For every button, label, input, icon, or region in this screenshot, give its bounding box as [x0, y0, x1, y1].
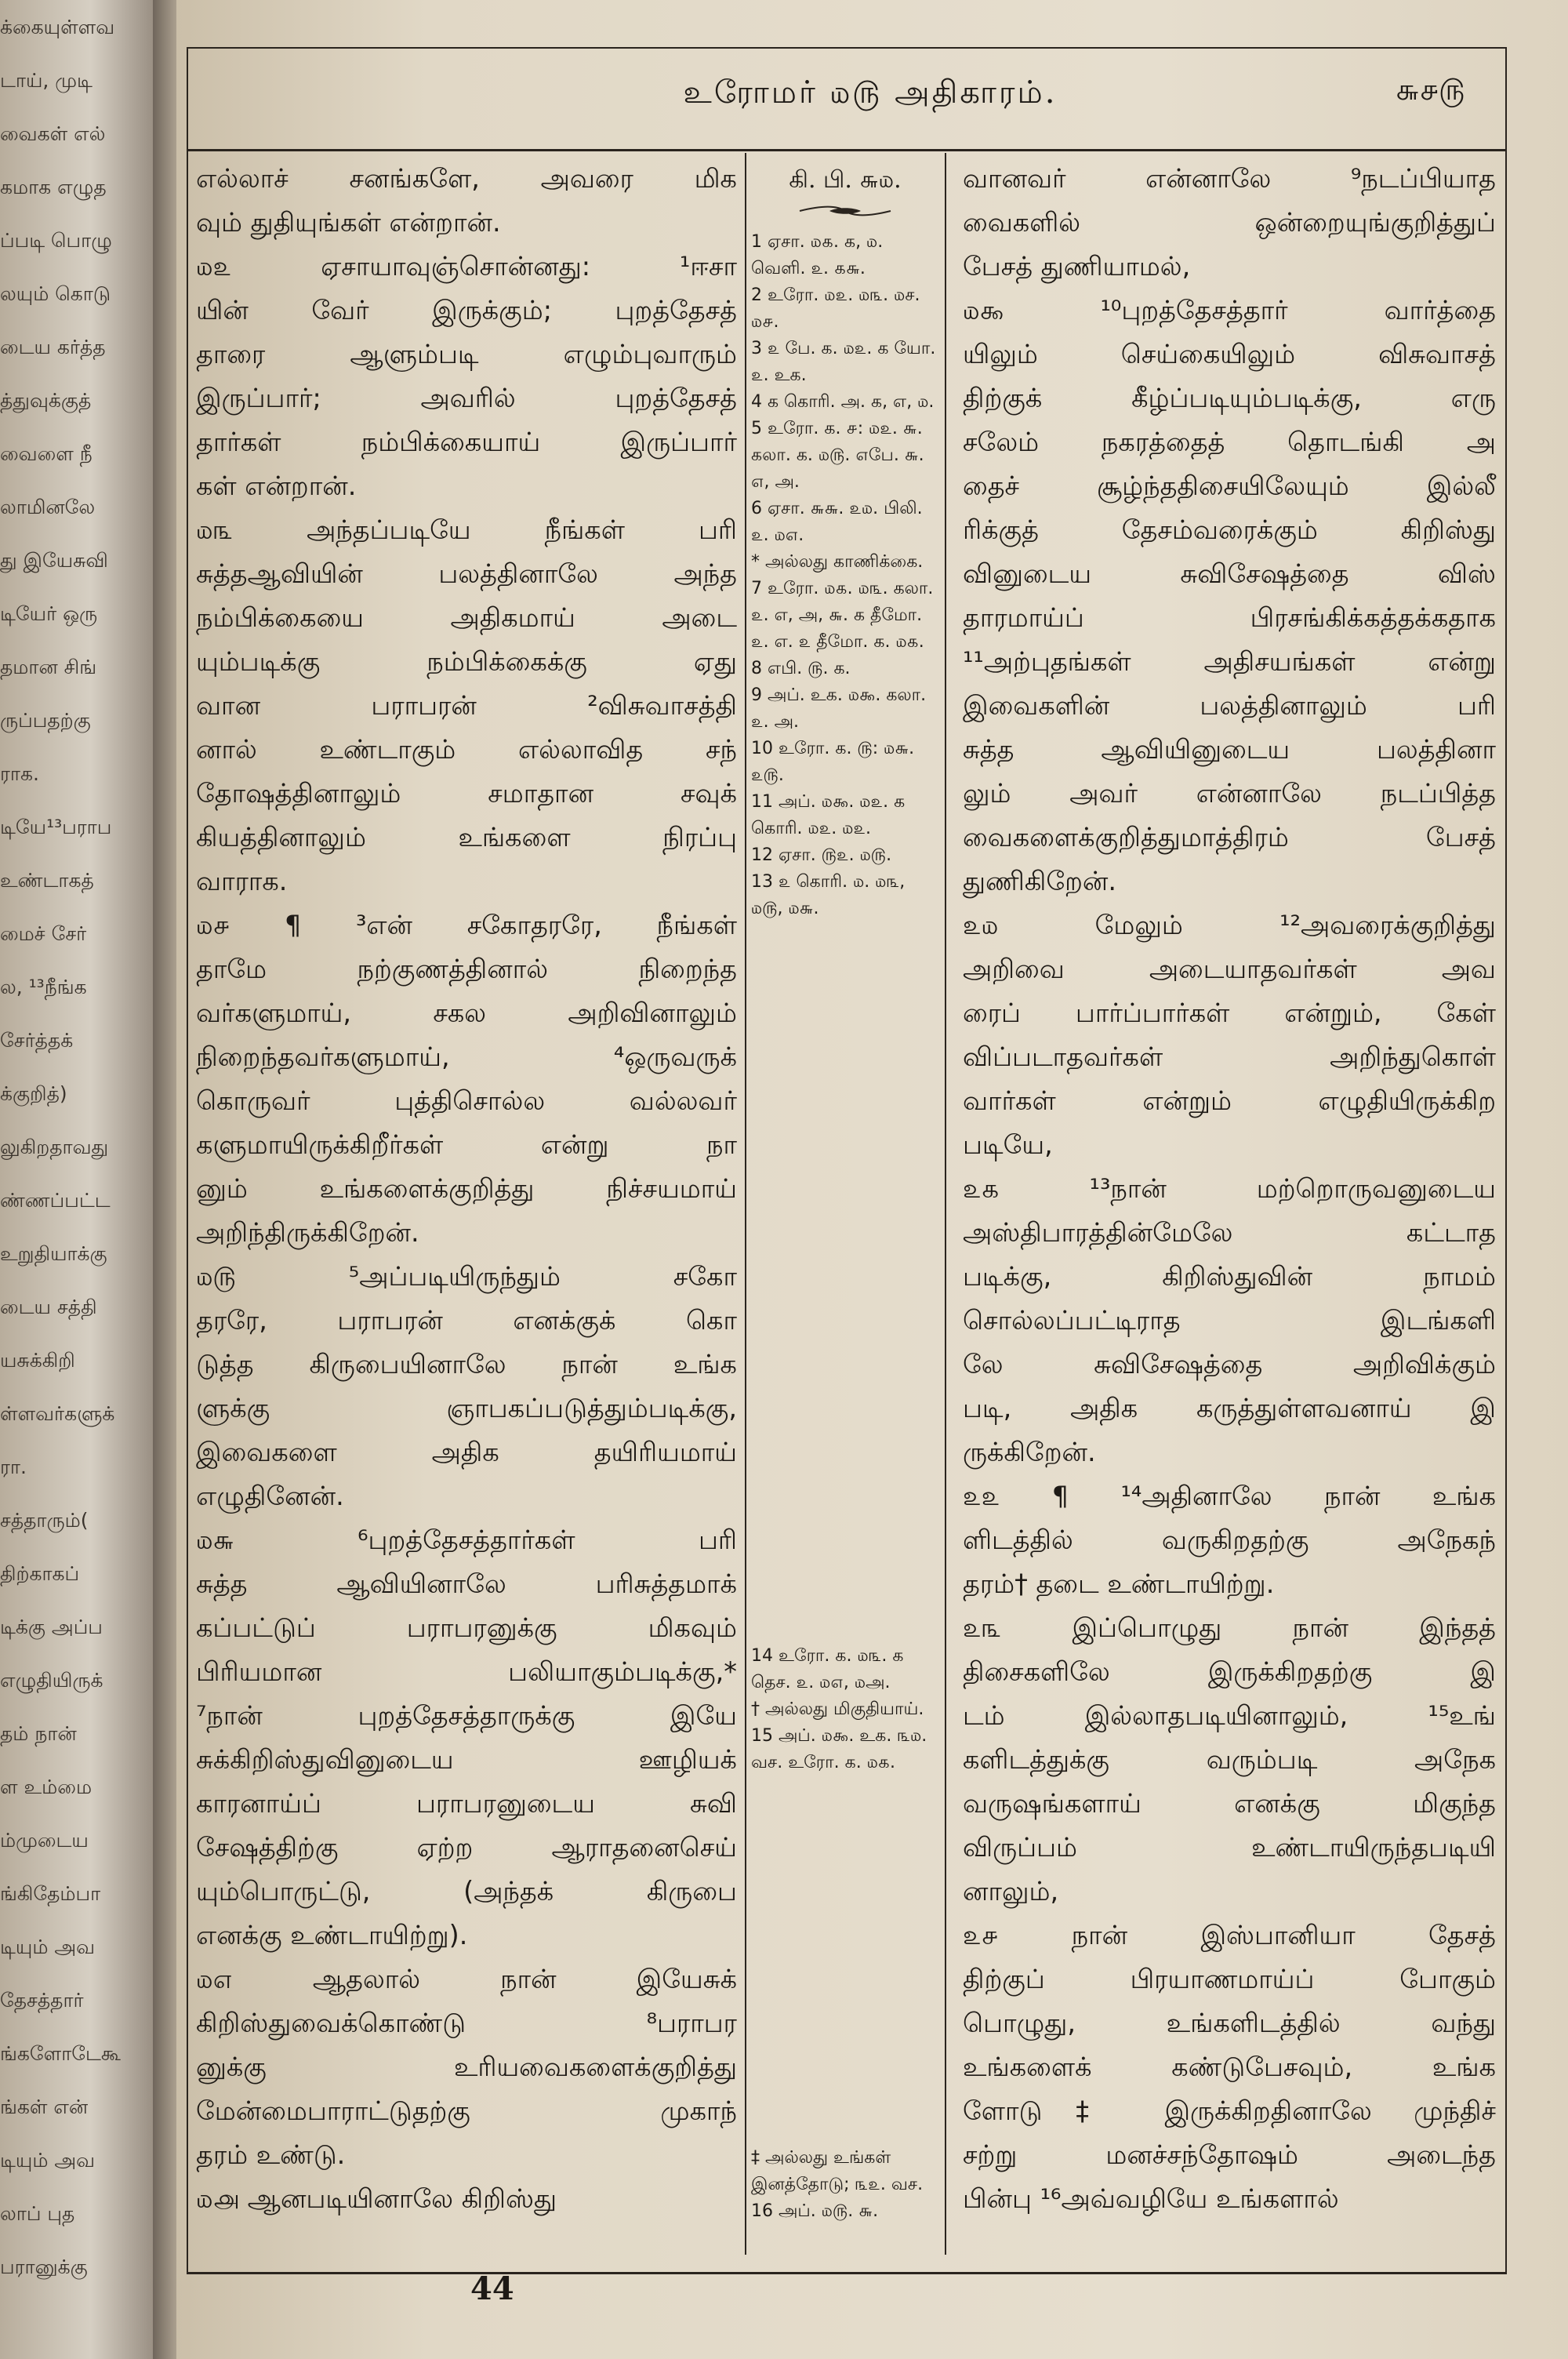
text-line: ௰௩ அந்தப்படியே நீங்கள் பரி: [196, 514, 737, 545]
text-line: தார்கள் நம்பிக்கையாய் இருப்பார்: [196, 427, 737, 457]
facing-page-fragment: டியும் அவ: [0, 2149, 96, 2172]
cross-reference: 16 அப். ௰௫. ௬.: [751, 2201, 879, 2221]
text-line: ரைப் பார்ப்பார்கள் என்றும், கேள்: [963, 998, 1496, 1028]
text-line: படி, அதிக கருத்துள்ளவனாய் இ: [963, 1393, 1496, 1423]
text-line: டம் இல்லாதபடியினாலும், ¹⁵உங்: [963, 1700, 1496, 1731]
text-line: இருப்பார்; அவரில் புறத்தேசத்: [196, 383, 737, 413]
cross-reference: † அல்லது மிகுதியாய்.: [751, 1699, 924, 1719]
text-line: திசைகளிலே இருக்கிறதற்கு இ: [963, 1656, 1496, 1687]
cross-reference: 5 உரோ. க. ௪: ௰௨. ௬. கலா. க. ௰௫. ௭பே. ௬. ௭, அ.: [751, 419, 924, 492]
right-text-column: [963, 157, 1496, 2221]
text-line: ௨௰ மேலும் ¹²அவரைக்குறித்து: [963, 910, 1496, 940]
reference-heading: கி. பி. ௬௰.: [789, 166, 902, 194]
facing-page-fragment: சத்தாரும்(: [0, 1509, 89, 1532]
text-line: வான பராபரன் ²விசுவாசத்தி: [196, 690, 737, 721]
verse-paragraph: [196, 1255, 737, 1518]
text-line: கப்பட்டுப் பராபரனுக்கு மிகவும்: [196, 1612, 737, 1643]
text-line: வைகளில் ஒன்றையுங்குறித்துப்: [963, 207, 1496, 238]
facing-page-fragment: டைய சத்தி: [0, 1296, 97, 1318]
cross-reference: 12 ஏசா. ௫௨. ௰௫.: [751, 845, 892, 865]
cross-reference: 9 அப். உக. ௰௯. கலா. ௨. அ.: [751, 685, 927, 732]
text-line: வருஷங்களாய் எனக்கு மிகுந்த: [963, 1788, 1496, 1819]
text-line: சற்று மனச்சந்தோஷம் அடைந்த: [963, 2139, 1496, 2170]
text-line: திற்குப் பிரயாணமாய்ப் போகும்: [963, 1964, 1496, 1994]
facing-page-fragment: ண்ணப்பட்ட: [0, 1189, 111, 1212]
text-line: எல்லாச் சனங்களே, அவரை மிக: [196, 163, 737, 194]
cross-reference: ‡ அல்லது உங்கள் இனத்தோடு; ௩௨. வச.: [751, 2148, 924, 2194]
text-line: உங்களைக் கண்டுபேசவும், உங்க: [963, 2052, 1496, 2082]
left-text-column: [196, 157, 737, 2221]
facing-page-fragment: ல, ¹³நீங்க: [0, 976, 87, 998]
facing-page-fragment: மைச் சேர்: [0, 922, 87, 945]
verse-paragraph: [963, 289, 1496, 903]
running-head: உரோமர் ௰௫ அதிகாரம்.: [683, 75, 1058, 111]
cross-reference: 14 உரோ. க. ௰௩. க தெச. ௨. ௰௭, ௰அ.: [751, 1646, 904, 1692]
text-line: களிடத்துக்கு வரும்படி அநேக: [963, 1744, 1496, 1775]
text-line: சேஷத்திற்கு ஏற்ற ஆராதனைசெய்: [196, 1832, 737, 1863]
facing-page: [0, 0, 165, 2359]
text-line: சொல்லப்பட்டிராத இடங்களி: [963, 1305, 1496, 1336]
cross-reference: 1 ஏசா. ௰௧. க, ௰. வெளி. ௨. ௧௬.: [751, 232, 884, 278]
cross-reference: * அல்லது காணிக்கை.: [751, 552, 924, 572]
cross-reference: 4 க கொரி. அ. க, எ, ௰.: [751, 392, 935, 412]
text-line: கள் என்றான்.: [196, 471, 357, 501]
text-line: வர்களுமாய், சகல அறிவினாலும்: [196, 998, 737, 1028]
text-line: வைகளைக்குறித்துமாத்திரம் பேசத்: [963, 822, 1496, 852]
cross-reference: 11 அப். ௰௯. ௰௨. க கொரி. ௰௨. ௰௨.: [751, 792, 906, 838]
cross-reference: 3 ௨ பே. க. ௰௨. க யோ. ௨. உக.: [751, 339, 936, 385]
facing-page-fragment: டைய கர்த்த: [0, 336, 106, 358]
text-line: னாலும்,: [963, 1876, 1059, 1906]
facing-page-fragment: டாய், முடி: [0, 69, 93, 92]
header-rule: [187, 149, 1507, 151]
ornament-flourish-icon: [798, 204, 892, 218]
facing-page-fragment: லாப் புத: [0, 2202, 75, 2225]
facing-page-fragment: ராக.: [0, 762, 39, 785]
facing-page-fragment: ப்படி பொழு: [0, 229, 112, 252]
reference-column: [751, 157, 939, 2221]
text-line: தரம்† தடை உண்டாயிற்று.: [963, 1568, 1275, 1599]
text-line: ளுக்கு ஞாபகப்படுத்தும்படிக்கு,: [196, 1393, 737, 1423]
facing-page-fragment: தம் நான்: [0, 1722, 77, 1745]
reference-list-middle: [751, 1643, 938, 1776]
facing-page-fragment: யசுக்கிறி: [0, 1349, 75, 1372]
verse-paragraph: [196, 157, 737, 245]
cross-reference: 13 ௨ கொரி. ௰. ௰௩, ௰௫, ௰௬.: [751, 872, 906, 918]
text-line: பின்பு ¹⁶அவ்வழியே உங்களால்: [963, 2183, 1339, 2214]
text-line: படிக்கு, கிறிஸ்துவின் நாமம்: [963, 1261, 1496, 1292]
text-line: இவைகளை அதிக தயிரியமாய்: [196, 1437, 737, 1467]
facing-page-fragment: கமாக எழுத: [0, 176, 107, 198]
cross-reference: 10 உரோ. க. ௫: ௰௬. ௨௫.: [751, 739, 915, 785]
verse-paragraph: [963, 1606, 1496, 1914]
text-line: அறிந்திருக்கிறேன்.: [196, 1217, 419, 1248]
facing-page-fragment: ம்முடைய: [0, 1829, 89, 1852]
reference-list-top: [751, 229, 939, 922]
text-line: கியத்தினாலும் உங்களை நிரப்பு: [196, 822, 737, 852]
facing-page-fragment: ள உம்மை: [0, 1776, 93, 1798]
facing-page-fragment: லாமினலே: [0, 496, 96, 518]
text-line: தரரே, பராபரன் எனக்குக் கொ: [196, 1305, 737, 1336]
facing-page-fragment: டியும் அவ: [0, 1936, 96, 1958]
text-line: னுக்கு உரியவைகளைக்குறித்து: [196, 2052, 737, 2082]
verse-paragraph: [963, 1167, 1496, 1474]
text-line: தரம் உண்டு.: [196, 2139, 346, 2170]
text-line: களுமாயிருக்கிறீர்கள் என்று நா: [196, 1129, 737, 1160]
text-line: நம்பிக்கையை அதிகமாய் அடை: [196, 602, 737, 633]
cross-reference: 8 எபி. ௫. க.: [751, 659, 851, 678]
text-line: ௰௯ ¹⁰புறத்தேசத்தார் வார்த்தை: [963, 295, 1496, 325]
facing-page-fragment: டியே¹³பராப: [0, 816, 112, 838]
text-line: னும் உங்களைக்குறித்து நிச்சயமாய்: [196, 1173, 737, 1204]
verse-paragraph: [196, 1957, 737, 2177]
text-line: வும் துதியுங்கள் என்றான்.: [196, 207, 501, 238]
text-line: அறிவை அடையாதவர்கள் அவ: [963, 954, 1496, 984]
facing-page-fragment: லுகிறதாவது: [0, 1136, 109, 1158]
text-line: ரிக்குத் தேசம்வரைக்கும் கிறிஸ்து: [963, 514, 1496, 545]
text-line: மேன்மைபாராட்டுதற்கு முகாந்: [196, 2095, 737, 2126]
verse-paragraph: [963, 1474, 1496, 1606]
text-line: யும்படிக்கு நம்பிக்கைக்கு ஏது: [196, 646, 737, 677]
text-line: ருக்கிறேன்.: [963, 1437, 1096, 1467]
facing-page-fragment: சேர்த்தக்: [0, 1029, 74, 1052]
facing-page-fragment: பரானுக்கு: [0, 2255, 88, 2278]
text-line: ¹¹அற்புதங்கள் அதிசயங்கள் என்று: [963, 646, 1496, 677]
text-line: லே சுவிசேஷத்தை அறிவிக்கும்: [963, 1349, 1496, 1379]
verse-paragraph: [196, 508, 737, 903]
text-line: விருப்பம் உண்டாயிருந்தபடியி: [963, 1832, 1496, 1863]
text-line: வாராக.: [196, 866, 288, 896]
reference-list-bottom: [751, 2145, 938, 2225]
text-line: பிரியமான பலியாகும்படிக்கு,*: [196, 1656, 737, 1687]
text-line: யிலும் செய்கையிலும் விசுவாசத்: [963, 339, 1496, 369]
text-line: ௨௪ நான் இஸ்பானியா தேசத்: [963, 1920, 1496, 1950]
text-line: எனக்கு உண்டாயிற்று).: [196, 1920, 468, 1950]
text-line: தாமே நற்குணத்தினால் நிறைந்த: [196, 954, 737, 984]
text-line: பேசத் துணியாமல்,: [963, 251, 1191, 282]
text-line: கிறிஸ்துவைக்கொண்டு ⁸பராபர: [196, 2008, 737, 2038]
text-line: தோஷத்தினாலும் சமாதான சவுக்: [196, 778, 737, 809]
text-line: டுத்த கிருபையினாலே நான் உங்க: [196, 1349, 737, 1379]
facing-page-fragment: க்குறித்): [0, 1082, 67, 1105]
text-line: ௰௮ ஆனபடியினாலே கிறிஸ்து: [196, 2183, 557, 2214]
text-line: கொருவர் புத்திசொல்ல வல்லவர்: [196, 1085, 737, 1116]
text-line: ௨௨ ¶ ¹⁴அதினாலே நான் உங்க: [963, 1481, 1496, 1511]
text-line: வினுடைய சுவிசேஷத்தை விஸ்: [963, 558, 1496, 589]
text-line: ௰௬ ⁶புறத்தேசத்தார்கள் பரி: [196, 1525, 737, 1555]
facing-page-fragment: து இயேசுவி: [0, 549, 108, 572]
text-line: விப்படாதவர்கள் அறிந்துகொள்: [963, 1041, 1496, 1072]
cross-reference: 6 ஏசா. ௬௬. ௨௰. பிலி. ௨. ௰௭.: [751, 499, 923, 545]
facing-page-fragment: ங்கிதேம்பா: [0, 1882, 101, 1905]
text-line: துணிகிறேன்.: [963, 866, 1117, 896]
facing-page-fragment: ருப்பதற்கு: [0, 709, 91, 732]
verse-paragraph: [963, 157, 1496, 289]
facing-page-fragment: வைளை நீ: [0, 442, 93, 465]
verse-paragraph: [196, 245, 737, 508]
text-line: ⁷நான் புறத்தேசத்தாருக்கு இயே: [196, 1700, 737, 1731]
text-line: தைச் சூழ்ந்ததிசையிலேயும் இல்லீ: [963, 471, 1496, 501]
text-line: ளிடத்தில் வருகிறதற்கு அநேகந்: [963, 1525, 1496, 1555]
facing-page-fragment: தமான சிங்: [0, 656, 97, 678]
text-line: னால் உண்டாகும் எல்லாவித சந்: [196, 734, 737, 765]
text-line: அஸ்திபாரத்தின்மேலே கட்டாத: [963, 1217, 1496, 1248]
facing-page-fragment: உறுதியாக்கு: [0, 1242, 107, 1265]
facing-page-fragment: த்துவுக்குத்: [0, 389, 92, 412]
facing-page-fragment: லயும் கொடு: [0, 282, 111, 305]
facing-page-fragment: ள்ளவர்களுக்: [0, 1402, 115, 1425]
text-line: சுத்தஆவியின் பலத்தினாலே அந்த: [196, 558, 737, 589]
text-line: ௨௩ இப்பொழுது நான் இந்தத்: [963, 1612, 1496, 1643]
facing-page-fragment: ரா.: [0, 1456, 27, 1478]
text-line: ௰௫ ⁵அப்படியிருந்தும் சகோ: [196, 1261, 737, 1292]
facing-page-fragment: ங்கள் என்: [0, 2095, 89, 2118]
text-line: யின் வேர் இருக்கும்; புறத்தேசத்: [196, 295, 737, 325]
text-line: தாரை ஆளும்படி எழும்புவாரும்: [196, 339, 737, 369]
text-line: ௰௭ ஆதலால் நான் இயேசுக்: [196, 1964, 737, 1994]
facing-page-fragment: டிக்கு அப்ப: [0, 1616, 103, 1638]
text-line: ௨௧ ¹³நான் மற்றொருவனுடைய: [963, 1173, 1496, 1204]
page-number: 44: [470, 2270, 514, 2307]
text-line: சுத்த ஆவியினுடைய பலத்தினா: [963, 734, 1496, 765]
facing-page-fragment: டியேர் ஒரு: [0, 602, 98, 625]
text-line: பொழுது, உங்களிடத்தில் வந்து: [963, 2008, 1496, 2038]
facing-page-fragment: தேசத்தார்: [0, 1989, 84, 2012]
text-line: இவைகளின் பலத்தினாலும் பரி: [963, 690, 1496, 721]
text-line: வார்கள் என்றும் எழுதியிருக்கிற: [963, 1085, 1496, 1116]
text-line: நிறைந்தவர்களுமாய், ⁴ஒருவருக்: [196, 1041, 737, 1072]
verse-paragraph: [963, 903, 1496, 1167]
text-line: ளோடு‡ இருக்கிறதினாலே முந்திச்: [963, 2095, 1496, 2126]
verse-paragraph: [963, 1914, 1496, 2221]
text-line: ௰௪ ¶ ³என் சகோதரரே, நீங்கள்: [196, 910, 737, 940]
facing-page-fragment: க்கையுள்ளவ: [0, 16, 115, 38]
verse-paragraph: [196, 903, 737, 1255]
page-sign: ௬௪௫: [1396, 72, 1465, 107]
verse-paragraph: [196, 1518, 737, 1957]
text-line: எழுதினேன்.: [196, 1481, 344, 1511]
facing-page-fragment: எழுதியிருக்: [0, 1669, 103, 1692]
text-line: சலேம் நகரத்தைத் தொடங்கி அ: [963, 427, 1496, 457]
facing-page-fragment: வைகள் எல்: [0, 122, 106, 145]
text-line: சுக்கிறிஸ்துவினுடைய ஊழியக்: [196, 1744, 737, 1775]
text-line: வானவர் என்னாலே ⁹நடப்பியாத: [963, 163, 1496, 194]
column-rule-left: [745, 153, 746, 2255]
text-line: திற்குக் கீழ்ப்படியும்படிக்கு, எரு: [963, 383, 1496, 413]
text-line: படியே,: [963, 1129, 1053, 1160]
facing-page-fragment: ங்களோடேகூ: [0, 2042, 121, 2065]
verse-paragraph: [196, 2177, 737, 2221]
cross-reference: 2 உரோ. ௰௨. ௰௩. ௰ச. ௰௪.: [751, 285, 920, 332]
text-line: சுத்த ஆவியினாலே பரிசுத்தமாக்: [196, 1568, 737, 1599]
facing-page-fragment: உண்டாகத்: [0, 869, 94, 892]
cross-reference: 15 அப். ௰௯. உக. ௩௰. வச. உரோ. க. ௰௧.: [751, 1726, 927, 1772]
column-rule-right: [945, 153, 946, 2255]
cross-reference: 7 உரோ. ௰௧. ௰௩. கலா. ௨. எ, அ, ௬. க தீமோ. ௨. எ. ௨ தீமோ. க. ௰௧.: [751, 579, 934, 652]
text-line: காரனாய்ப் பராபரனுடைய சுவி: [196, 1788, 737, 1819]
text-line: தாரமாய்ப் பிரசங்கிக்கத்தக்கதாக: [963, 602, 1496, 633]
text-line: ௰௨ ஏசாயாவுஞ்சொன்னது: ¹ஈசா: [196, 251, 737, 282]
text-line: லும் அவர் என்னாலே நடப்பித்த: [963, 778, 1496, 809]
facing-page-fragment: திற்காகப்: [0, 1562, 80, 1585]
text-line: யும்பொருட்டு, (அந்தக் கிருபை: [196, 1876, 737, 1906]
